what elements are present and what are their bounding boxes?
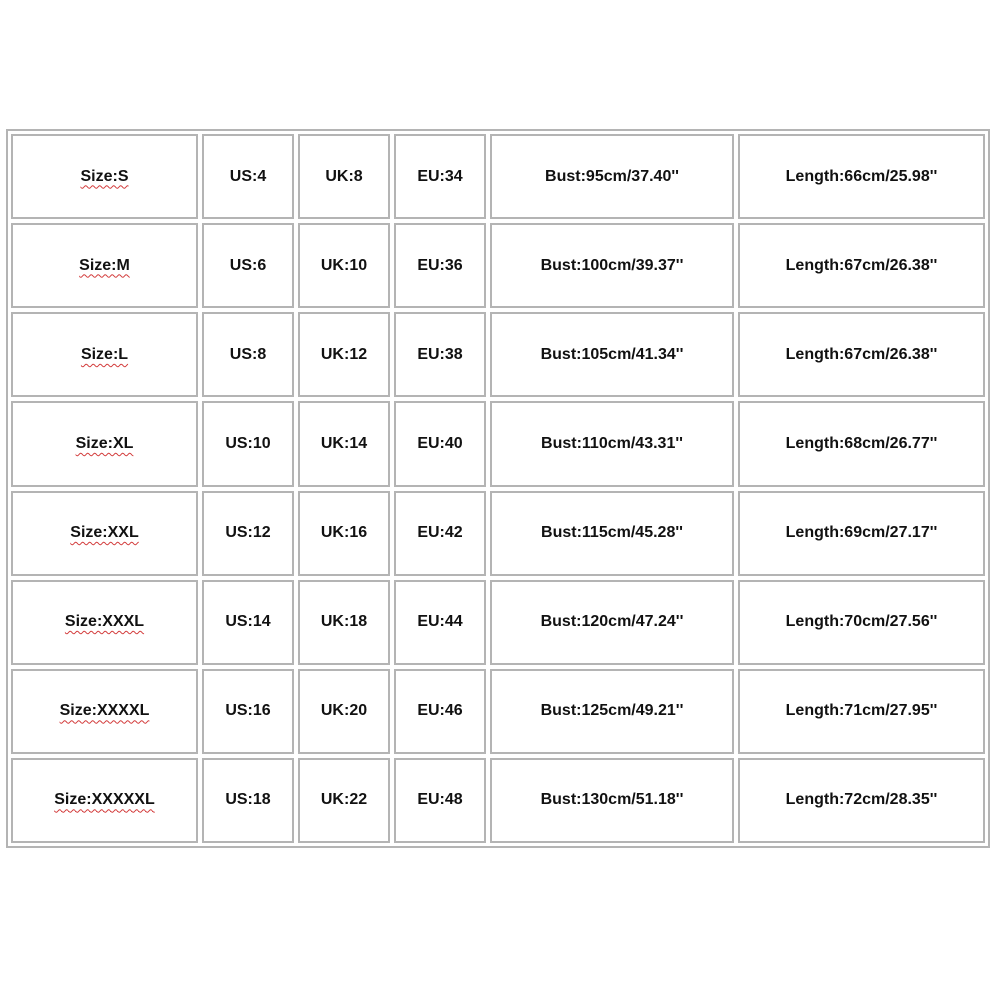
bust-cell: Bust:95cm/37.40'' [490, 134, 734, 219]
size-label: Size:XXXXXL [54, 791, 155, 809]
uk-size-cell: UK:16 [298, 491, 390, 576]
bust-cell: Bust:115cm/45.28'' [490, 491, 734, 576]
eu-size-cell: EU:42 [394, 491, 486, 576]
size-label: Size:XL [75, 434, 134, 452]
bust-cell: Bust:130cm/51.18'' [490, 758, 734, 843]
length-cell: Length:70cm/27.56'' [738, 580, 985, 665]
bust-cell: Bust:105cm/41.34'' [490, 312, 734, 397]
size-cell [11, 134, 198, 219]
length-cell: Length:69cm/27.17'' [738, 491, 985, 576]
size-label: Size:XXXL [64, 613, 145, 631]
size-cell [11, 401, 198, 486]
uk-size-cell: UK:10 [298, 223, 390, 308]
size-label: Size:M [79, 256, 130, 274]
size-cell [11, 580, 198, 665]
uk-size-cell: UK:20 [298, 669, 390, 754]
eu-size-cell: EU:34 [394, 134, 486, 219]
us-size-cell: US:4 [202, 134, 294, 219]
uk-size-cell: UK:18 [298, 580, 390, 665]
bust-cell: Bust:125cm/49.21'' [490, 669, 734, 754]
us-size-cell: US:8 [202, 312, 294, 397]
size-chart-table [6, 129, 990, 848]
size-cell [11, 312, 198, 397]
size-cell [11, 491, 198, 576]
bust-cell: Bust:110cm/43.31'' [490, 401, 734, 486]
size-cell [11, 758, 198, 843]
length-cell: Length:67cm/26.38'' [738, 312, 985, 397]
us-size-cell: US:14 [202, 580, 294, 665]
uk-size-cell: UK:14 [298, 401, 390, 486]
us-size-cell: US:10 [202, 401, 294, 486]
eu-size-cell: EU:48 [394, 758, 486, 843]
size-label: Size:XXL [70, 524, 139, 542]
size-cell [11, 223, 198, 308]
us-size-cell: US:12 [202, 491, 294, 576]
length-cell: Length:71cm/27.95'' [738, 669, 985, 754]
size-label: Size:L [80, 345, 129, 363]
uk-size-cell: UK:8 [298, 134, 390, 219]
bust-cell: Bust:100cm/39.37'' [490, 223, 734, 308]
size-cell [11, 669, 198, 754]
eu-size-cell: EU:36 [394, 223, 486, 308]
length-cell: Length:68cm/26.77'' [738, 401, 985, 486]
length-cell: Length:66cm/25.98'' [738, 134, 985, 219]
size-label: Size:XXXXL [59, 702, 150, 720]
us-size-cell: US:18 [202, 758, 294, 843]
uk-size-cell: UK:22 [298, 758, 390, 843]
length-cell: Length:72cm/28.35'' [738, 758, 985, 843]
size-label: Size:S [80, 167, 129, 185]
eu-size-cell: EU:38 [394, 312, 486, 397]
bust-cell: Bust:120cm/47.24'' [490, 580, 734, 665]
eu-size-cell: EU:44 [394, 580, 486, 665]
uk-size-cell: UK:12 [298, 312, 390, 397]
eu-size-cell: EU:40 [394, 401, 486, 486]
length-cell: Length:67cm/26.38'' [738, 223, 985, 308]
eu-size-cell: EU:46 [394, 669, 486, 754]
us-size-cell: US:16 [202, 669, 294, 754]
us-size-cell: US:6 [202, 223, 294, 308]
